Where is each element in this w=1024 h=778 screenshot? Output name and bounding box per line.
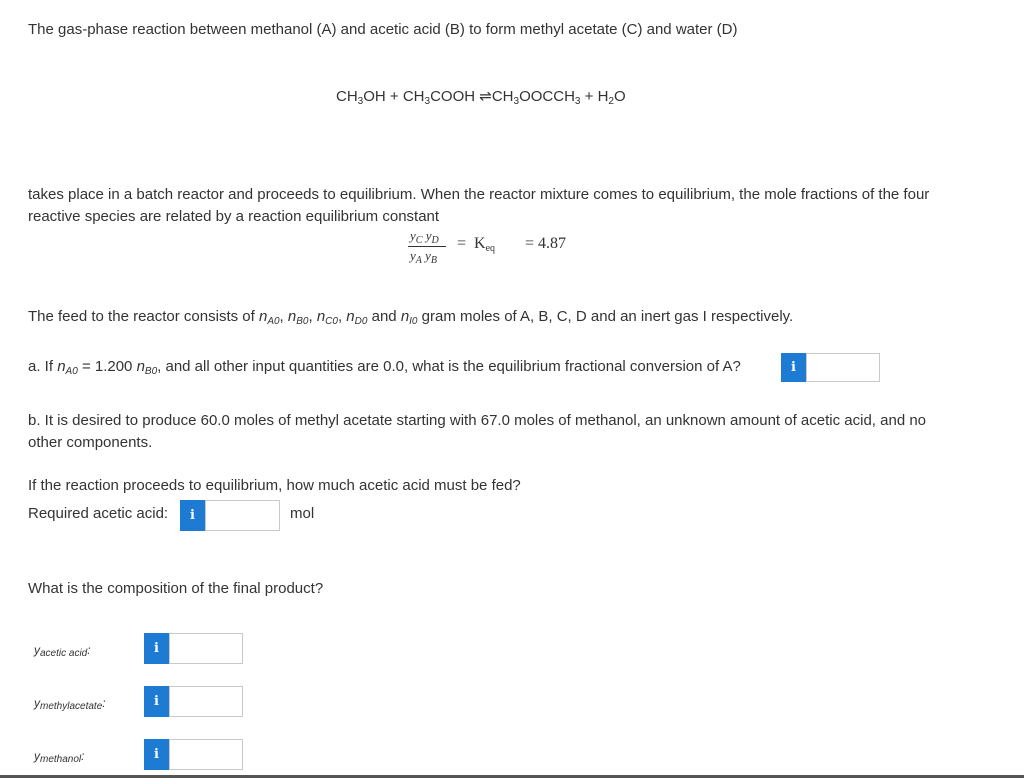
y-methanol-info-button[interactable]: i <box>144 739 169 770</box>
equilibrium-description: takes place in a batch reactor and proceeds to equilibrium. When the reactor mixture comes to equilibrium, the mole fractions of the four reactive species are related by a reaction equilibrium constant <box>28 186 930 225</box>
acetic-acid-answer-input[interactable] <box>205 500 280 531</box>
y-acetic-acid-label: $y_{acetic acid}$: <box>34 643 91 659</box>
part-a-question: a. If $n_{A0} = 1.200$ $n_{B0}$, and all other input quantities are 0.0, what is the equilibrium fractional conversion of A? <box>28 358 741 377</box>
part-a-answer-input[interactable] <box>806 353 880 382</box>
y-acetic-acid-input[interactable] <box>169 633 243 664</box>
y-methylacetate-label: $y_{methylacetate}$: <box>34 696 106 712</box>
keq-value: = 4.87 <box>525 235 567 252</box>
part-b-question: If the reaction proceeds to equilibrium, how much acetic acid must be fed? <box>28 477 521 494</box>
intro-text: The gas-phase reaction between methanol (A) and acetic acid (B) to form methyl acetate (C) and water (D) <box>28 21 738 38</box>
keq-formula: $y_C$ $y_D$ $y_A$ $y_B$ = $K_{eq}$ = 4.87 <box>410 228 567 266</box>
part-b-info-button[interactable]: i <box>180 500 205 531</box>
keq-symbol: $K_{eq}$ <box>474 235 496 254</box>
y-acetic-acid-info-button[interactable]: i <box>144 633 169 664</box>
keq-denominator: $y_A$ $y_B$ <box>410 248 438 266</box>
y-methylacetate-input[interactable] <box>169 686 243 717</box>
feed-description: The feed to the reactor consists of $n_{A0}$, $n_{B0}$, $n_{C0}$, $n_{D0}$ and $n_{I0}$ gram moles of A, B, C, D and an inert gas I respectively. <box>28 308 794 327</box>
part-b-text: b. It is desired to produce 60.0 moles of methyl acetate starting with 67.0 moles of methanol, an unknown amount of acetic acid, and no other components. <box>28 412 927 451</box>
y-methanol-label: $y_{methanol}$: <box>34 749 85 765</box>
y-methanol-input[interactable] <box>169 739 243 770</box>
required-acetic-acid-label: Required acetic acid: <box>28 505 169 522</box>
keq-numerator: $y_C$ $y_D$ <box>410 228 439 246</box>
unit-label: mol <box>290 505 315 522</box>
part-a-info-button[interactable]: i <box>781 353 806 382</box>
reaction-equation: $CH_3OH$ + $CH_3COOH$ $\rightleftharpoons CH_3OOCCH_3 + H_2O$ <box>336 88 626 107</box>
fraction-bar <box>408 246 446 247</box>
composition-question: What is the composition of the final product? <box>28 580 324 597</box>
y-methylacetate-info-button[interactable]: i <box>144 686 169 717</box>
equilibrium-arrow: ⇌ <box>479 88 492 105</box>
